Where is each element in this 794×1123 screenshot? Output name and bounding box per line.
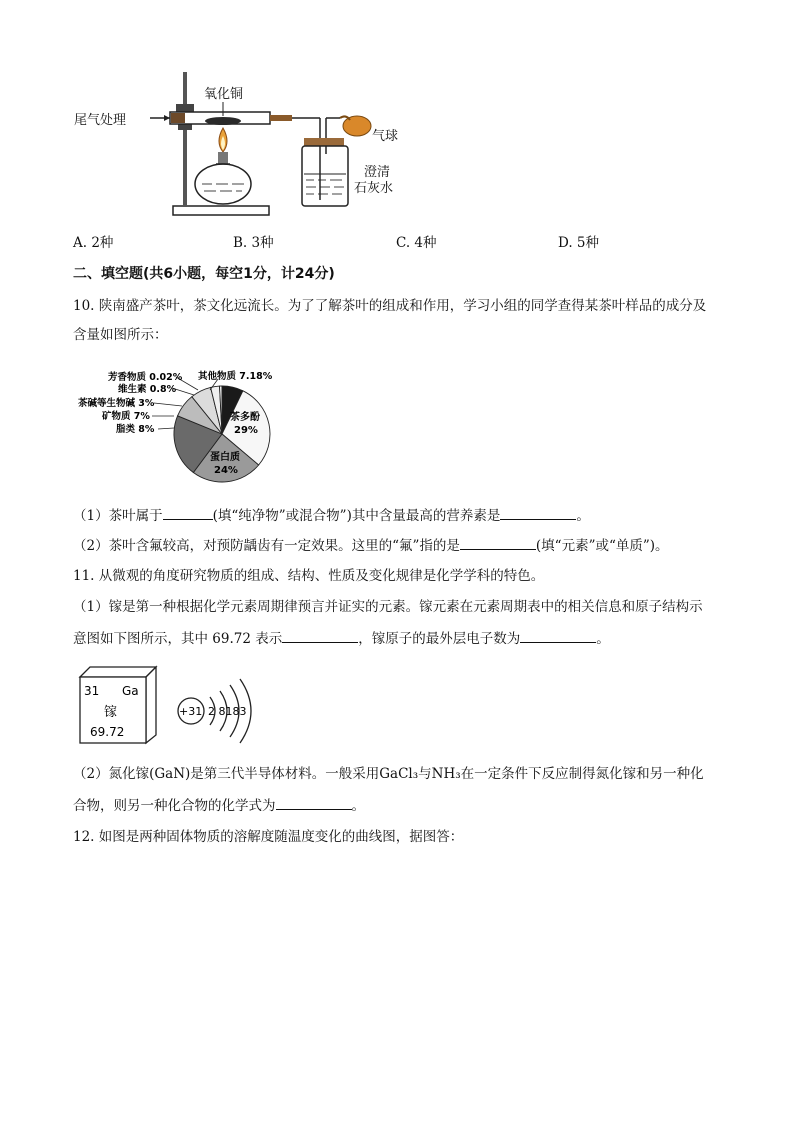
- nucleus-charge: +31: [179, 705, 203, 718]
- q10-sub1: （1）茶叶属于 (填“纯净物”或混合物”)其中含量最高的营养素是 。: [73, 505, 590, 526]
- gallium-element-figure: [74, 663, 264, 747]
- q11-sub1-line1: （1）镓是第一种根据化学元素周期律预言并证实的元素。镓元素在元素周期表中的相关信息和原子结构示: [73, 599, 703, 615]
- pie-label-other: 其他物质 7.18%: [198, 371, 273, 382]
- q11-sub2-line2: 合物，则另一种化合物的化学式为 。: [73, 795, 365, 816]
- pie-label-mineral: 矿物质 7%: [102, 411, 150, 422]
- q11-blank-2[interactable]: [520, 628, 596, 643]
- element-mass: 69.72: [90, 725, 125, 739]
- section-heading: 二、填空题(共6小题，每空1分，计24分): [73, 266, 335, 282]
- limewater-label-2: 石灰水: [354, 181, 394, 196]
- q10-stem-line1: 10. 陕南盛产茶叶，茶文化远流长。为了了解茶叶的组成和作用，学习小组的同学查得某茶叶样品的成分及: [73, 298, 707, 314]
- oxide-label: 氧化铜: [204, 87, 244, 102]
- pie-label-vitamin: 维生素 0.8%: [118, 384, 177, 395]
- q12-stem: 12. 如图是两种固体物质的溶解度随温度变化的曲线图，据图答：: [73, 829, 464, 845]
- pie-inner-protein-pct: 24%: [214, 465, 238, 476]
- element-name: 镓: [104, 705, 118, 720]
- element-number: 31: [84, 684, 100, 698]
- q11-sub1-line2: 意图如下图所示，其中 69.72 表示 ，镓原子的最外层电子数为 。: [73, 628, 610, 649]
- q10-blank-3[interactable]: [460, 535, 536, 550]
- q10-sub2: （2）茶叶含氟较高，对预防龋齿有一定效果。这里的“氟”指的是 (填“元素”或“单质”)。: [73, 535, 669, 556]
- q10-blank-1[interactable]: [163, 505, 213, 520]
- pie-inner-polyphenol-pct: 29%: [234, 425, 258, 436]
- electron-shells: 2 8183: [208, 705, 247, 718]
- option-c: C. 4种: [396, 235, 437, 251]
- tea-composition-pie-chart: [70, 362, 290, 488]
- limewater-label-1: 澄清: [364, 165, 391, 180]
- option-b: B. 3种: [233, 235, 274, 251]
- pie-label-aroma: 芳香物质 0.02%: [108, 372, 183, 383]
- q10-stem-line2: 含量如图所示：: [73, 327, 168, 343]
- pie-label-alkaloid: 茶碱等生物碱 3%: [78, 398, 155, 409]
- q10-blank-2[interactable]: [500, 505, 576, 520]
- pie-inner-polyphenol: 茶多酚: [230, 412, 260, 423]
- q11-blank-1[interactable]: [282, 628, 358, 643]
- option-a: A. 2种: [73, 235, 114, 251]
- option-d: D. 5种: [558, 235, 600, 251]
- element-symbol: Ga: [122, 684, 139, 698]
- pie-label-lipid: 脂类 8%: [116, 424, 155, 435]
- balloon-label: 气球: [372, 129, 399, 144]
- tail-gas-label: 尾气处理: [74, 113, 127, 128]
- q11-blank-3[interactable]: [276, 795, 352, 810]
- pie-inner-protein: 蛋白质: [210, 452, 240, 463]
- q11-stem: 11. 从微观的角度研究物质的组成、结构、性质及变化规律是化学学科的特色。: [73, 568, 545, 584]
- apparatus-diagram: [70, 66, 420, 222]
- q11-sub2-line1: （2）氮化镓(GaN)是第三代半导体材料。一般采用GaCl₃与NH₃在一定条件下反应制得氮化镓和另一种化: [73, 766, 704, 782]
